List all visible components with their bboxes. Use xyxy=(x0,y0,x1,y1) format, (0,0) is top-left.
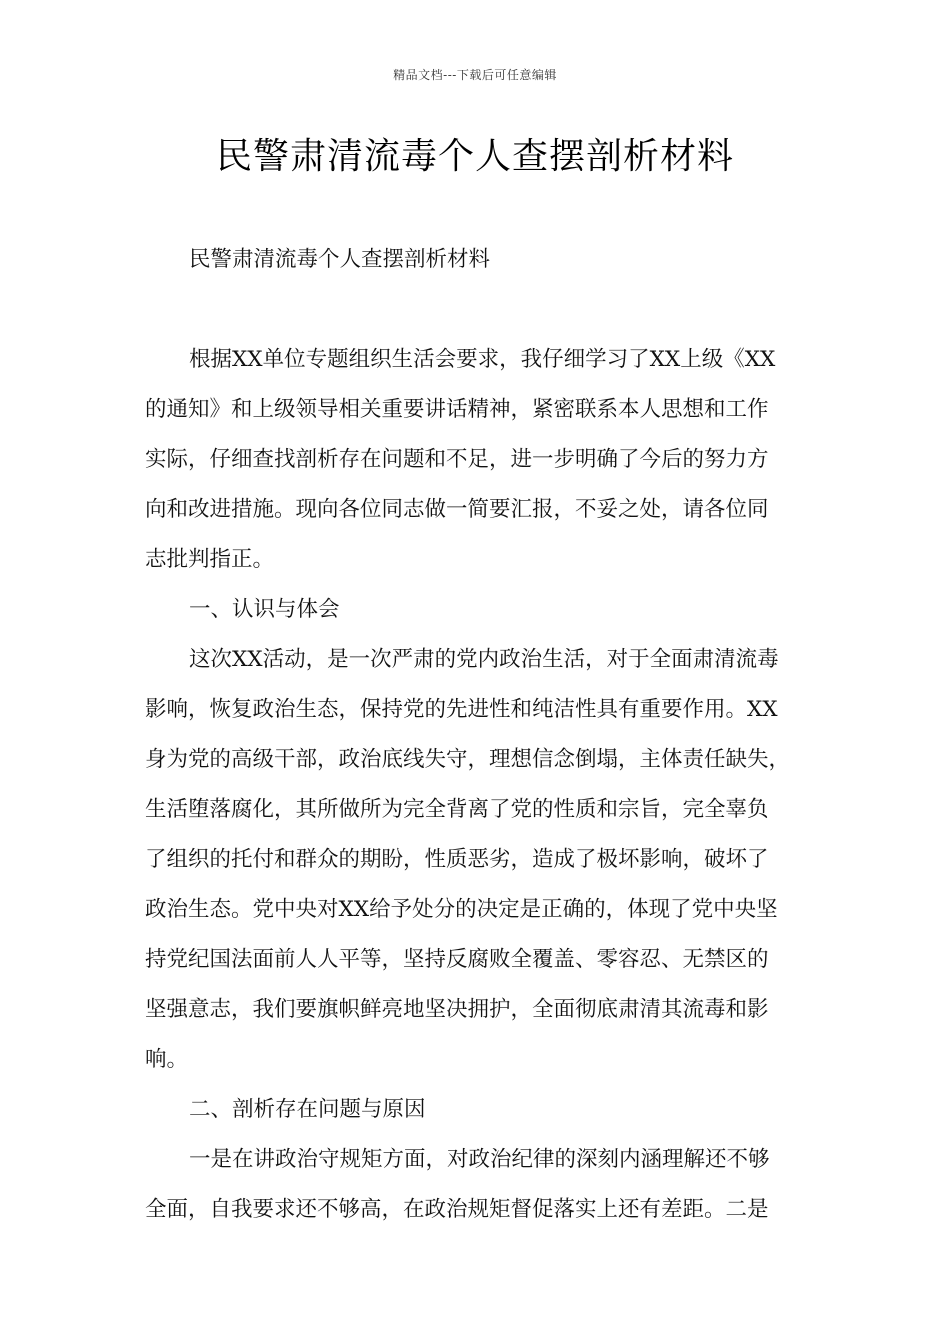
paragraph-line: 根据XX单位专题组织生活会要求，我仔细学习了XX上级《XX xyxy=(189,347,776,372)
paragraph-line: 政治生态。党中央对XX给予处分的决定是正确的，体现了党中央坚 xyxy=(145,897,778,922)
document-title: 民警肃清流毒个人查摆剖析材料 xyxy=(215,136,734,177)
paragraph-line: 实际，仔细查找剖析存在问题和不足，进一步明确了今后的努力方 xyxy=(145,447,769,472)
subtitle: 民警肃清流毒个人查摆剖析材料 xyxy=(189,247,491,272)
paragraph-line: 生活堕落腐化，其所做所为完全背离了党的性质和宗旨，完全辜负 xyxy=(145,797,769,822)
paragraph-line: 志批判指正。 xyxy=(145,547,275,572)
paragraph-line: 全面，自我要求还不够高，在政治规矩督促落实上还有差距。二是 xyxy=(145,1197,769,1222)
paragraph-line: 一是在讲政治守规矩方面，对政治纪律的深刻内涵理解还不够 xyxy=(189,1147,770,1172)
section-heading: 一、认识与体会 xyxy=(189,597,340,622)
paragraph-line: 持党纪国法面前人人平等，坚持反腐败全覆盖、零容忍、无禁区的 xyxy=(145,947,769,972)
paragraph-line: 影响，恢复政治生态，保持党的先进性和纯洁性具有重要作用。XX xyxy=(145,697,778,722)
paragraph-line: 向和改进措施。现向各位同志做一简要汇报，不妥之处，请各位同 xyxy=(145,497,769,522)
paragraph-line: 了组织的托付和群众的期盼，性质恶劣，造成了极坏影响，破坏了 xyxy=(145,847,769,872)
paragraph-line: 这次XX活动，是一次严肃的党内政治生活，对于全面肃清流毒 xyxy=(189,647,779,672)
paragraph-line: 的通知》和上级领导相关重要讲话精神，紧密联系本人思想和工作 xyxy=(145,397,769,422)
blank-line xyxy=(145,285,820,335)
section-heading: 二、剖析存在问题与原因 xyxy=(189,1097,426,1122)
header-note: 精品文档---下载后可任意编辑 xyxy=(393,68,557,82)
paragraph-line: 坚强意志，我们要旗帜鲜亮地坚决拥护，全面彻底肃清其流毒和影 xyxy=(145,997,769,1022)
paragraph-line: 身为党的高级干部，政治底线失守，理想信念倒塌，主体责任缺失， xyxy=(145,747,791,772)
document-body xyxy=(145,235,820,1235)
paragraph-line: 响。 xyxy=(145,1047,189,1072)
